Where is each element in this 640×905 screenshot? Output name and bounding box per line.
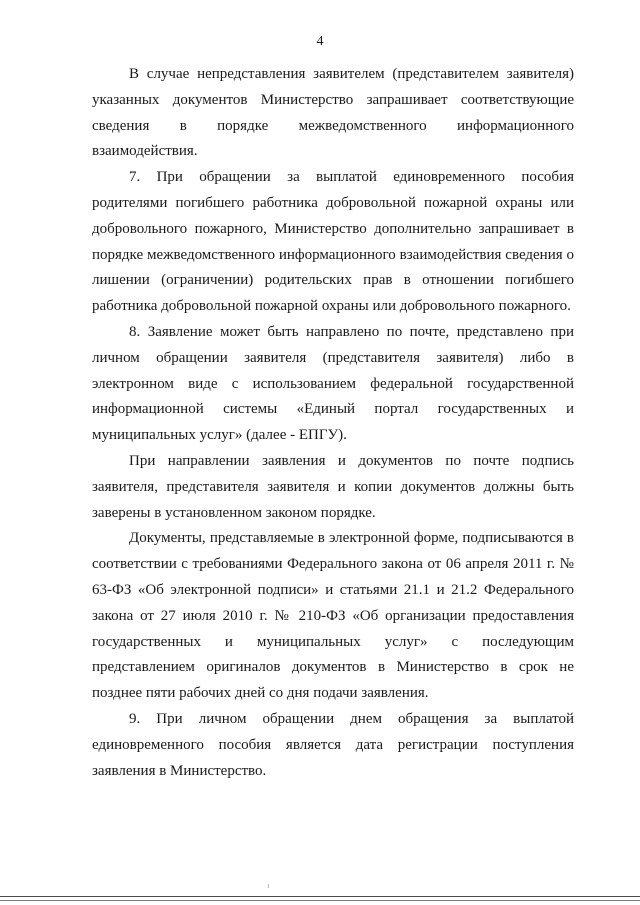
bottom-edge-line	[0, 896, 640, 897]
scan-speck	[268, 884, 269, 888]
paragraph-item-7: 7. При обращении за выплатой единовременного пособия родителями погибшего работника добровольной пожарной охраны или добровольного пожарного, Министерство дополнительно запрашивает в порядке межведомственного информационного взаимодействия сведения о лишении (ограничении) родительских прав в отношении погибшего работника добровольной пожарной охраны или добровольного пожарного.	[92, 169, 574, 315]
paragraph-item-9: 9. При личном обращении днем обращения за выплатой единовременного пособия является дата регистрации поступления заявления в Министерство.	[92, 710, 574, 779]
paragraph-electronic-documents: Документы, представляемые в электронной форме, подписываются в соответствии с требованиями Федерального закона от 06 апреля 2011 г. № 63-ФЗ «Об электронной подписи» и статьями 21.1 и 21.2 Федерального закона от 27 июля 2010 г. № 210-ФЗ «Об организации предоставления государственных и муниципальных услуг» с последующим представлением оригиналов документов в Министерство в срок не позднее пяти рабочих дней со дня подачи заявления.	[92, 530, 574, 702]
paragraph-postal-submission: При направлении заявления и документов по почте подпись заявителя, представителя заявителя и копии документов должны быть заверены в установленном законом порядке.	[92, 452, 574, 521]
paragraph-document-request: В случае непредставления заявителем (представителем заявителя) указанных документов Министерство запрашивает соответствующие сведения в порядке межведомственного информационного взаимодействия.	[92, 66, 574, 160]
bottom-edge-line-secondary	[0, 900, 640, 901]
document-body	[92, 62, 574, 784]
page-number: 4	[316, 34, 324, 49]
paragraph-item-8: 8. Заявление может быть направлено по почте, представлено при личном обращении заявителя (представителя заявителя) либо в электронном виде с использованием федеральной государственной информационной системы «Единый портал государственных и муниципальных услуг» (далее - ЕПГУ).	[92, 323, 574, 444]
